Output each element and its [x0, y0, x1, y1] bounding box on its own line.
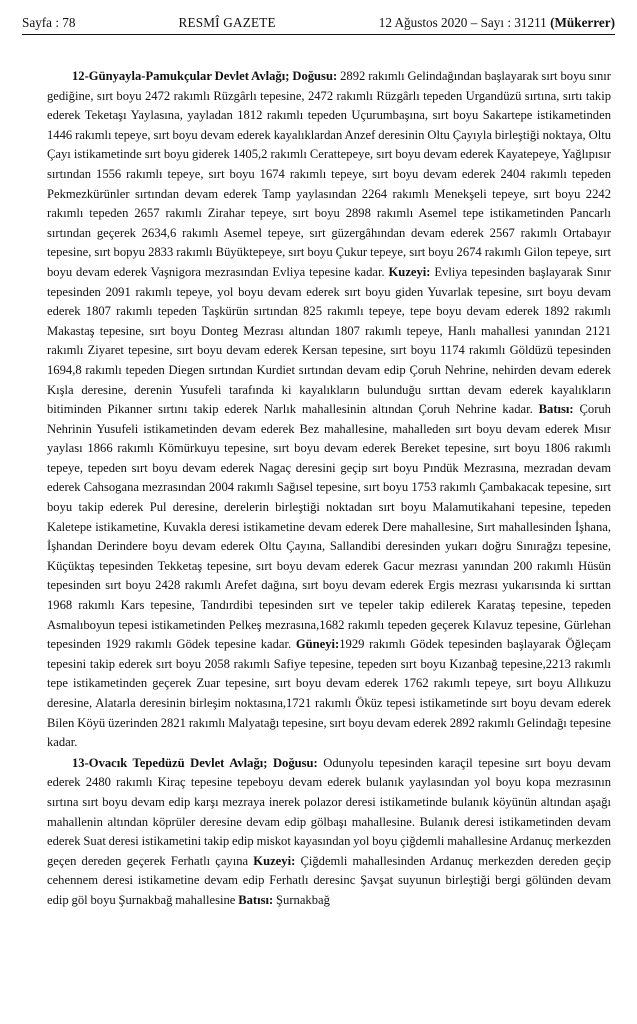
section-13-east-text: Odunyolu tepesinden karaçil tepesine sırt boyu devam ederek 2480 rakımlı Kiraç tepesine tepeboyu devam ederek bulanık yaylasından yol boyu kopa mezrasının sırtına sırt boyu devam edip karşı mezraya inerek polazor deresi istikametinde bulanık köyünün altından aşağı mahallenin altından köprüler deresine devam edip gölbaşı mahallesine. Bulanık deresi istikametinden devam ederek Suat deresi istikametini takip edip miskot kayasından yol boyu çiğdemli mahallesine Ardanuç merkezden geçen dereden geçerek Ferhatlı çayına: [47, 755, 611, 868]
section-12-west-text: Çoruh Nehrinin Yusufeli istikametinden devam ederek Bez mahallesine, mahalleden sırt boyu devam ederek Mısır yaylası 1866 rakımlı Kömürkuyu tepesine, sırt boyu devam ederek Bereket tepesine, sırt boyu 1806 rakımlı tepeye, tepeden sırt boyu devam ederek Nagaç deresini geçip sırt boyu Pındük Mezrasına, mezradan devam ederek Cahsogana mezrasından 2004 rakımlı Sağısel tepesine, sırt boyu 1753 rakımlı Çambakacak tepesine, sırt boyu takip ederek Pul deresine, derelerin birleştiği noktadan sırt boyu Malamutikahani tepesine, tepeden Kaletepe istikametine, Kuvakla deresi istikametine devam ederek Dere mahallesine, Sırt mahallesinden İşhana, İşhandan Derindere boyu devam ederek Oltu Çayına, Sallandibi deresinden yukarı doğru Sınırağzı tepesine, Küçüktaş tepesinden Tekketaş tepesine, sırt boyu devam ederek Gacur mezrası yanından 200 rakımlı Hüsün tepesinden sırt boyu 2428 rakımlı Arefet dağına, sırt boyu devam ederek Ergis mezrası yukarısında ki sırttan 1968 rakımlı Kars tepesine, Tandırdibi tepesinden sırt ve tepeler takip edilerek Karataş tepesine, tepeden Asmalıboyun tepesi istikametinden Pelkeş mezrasına,1682 rakımlı tepeden geçerek Kılavuz tepesine, Gürlehan tepesinden 1929 rakımlı Gödek tepesine kadar.: [47, 402, 611, 652]
section-12-north-text: Evliya tepesinden başlayarak Sınır tepesinden 2091 rakımlı tepeye, yol boyu devam ederek sırt boyu giden Yuvarlak tepesine, sırt boyu devam ederek 1807 rakımlı tepeden Taşkürün sırtından 825 rakımlı tepeye, tepe boyu devam ederek 1892 rakımlı Makastaş tepesine, sırt boyu Donteg Mezrası altından 1807 rakımlı tepeye, Hanlı mahallesi yanından 2121 rakımlı Ziyaret tepesine, sırt boyu devam ederek Kersan tepesine, sırt boyu 1174 rakımlı Göldüzü tepesinden 1694,8 rakımlı tepeden Diegen sırtından Kurdiet sırtından devam edip Çoruh Nehrine, nehirden devam ederek Kışla deresine, derenin Yusufeli tarafında ki kayalıkların bulunduğu sırttan devam ederek kayalıkların bitiminden Pikanner sırtını takip ederek Narlık mahallesinin altından Çoruh Nehrine kadar.: [47, 264, 611, 417]
section-13-west-text: Şurnakbağ: [273, 892, 330, 907]
page-number: Sayfa : 78: [22, 15, 76, 30]
issue-supplement: (Mükerrer): [550, 15, 615, 30]
page-body: [22, 67, 615, 911]
section-13-north-text: Çiğdemli mahallesinden Ardanuç merkezden dereden geçip cehennem deresi istikametine devam edip Ferhatlı deresinc Şavşat suyunun birleştiği bergi gölünden devam edip göl boyu Şurnakbağ mahallesine: [47, 853, 611, 907]
page-header: [22, 14, 615, 35]
section-13-north-label: Kuzeyi:: [253, 853, 296, 868]
section-13-west-label: Batısı:: [238, 892, 274, 907]
section-12-paragraph: [47, 67, 611, 753]
section-12-north-label: Kuzeyi:: [388, 264, 431, 279]
section-13-paragraph: [47, 754, 611, 911]
section-12-heading: 12-Günyayla-Pamukçular Devlet Avlağı; Doğusu:: [72, 69, 338, 83]
section-13-heading: 13-Ovacık Tepedüzü Devlet Avlağı; Doğusu:: [72, 755, 318, 770]
section-12-east-text: 2892 rakımlı Gelindağından başlayarak sırt boyu sınır gediğine, sırt boyu 2472 rakımlı Rüzgârlı tepesine, 2472 rakımlı Rüzgârlı tepeden Urgandüzü sırtına, sırtı takip ederek Teketaşı Yaylasına, yayladan 1812 rakımlı tepeden Uçurumbaşına, sırt boyu Sakartepe istikametinden 1446 rakımlı tepeye, sırt boyu devam ederek kayalıklardan Anzef deresinin Oltu Çayıyla birleştiği noktaya, Oltu Çayı istikametinde sırt boyu giderek 1405,2 rakımlı Cerattepeye, sırt boyu devam ederek Kayatepeye, Yağlıpısır sırtından 1556 rakımlı tepeye, sırt boyu 1674 rakımlı tepeye, sırt boyu devam ederek 2404 rakımlı tepeden Pekmezkürünler sırtından devam ederek Tamp yaylasından 2264 rakımlı Menekşeli tepeye, sırt boyu 2242 rakımlı tepeden 2657 rakımlı Zirahar tepeye, sırt boyu 2898 rakımlı Asemel tepe istikametinden Pancarlı sırtından geçerek 2634,6 rakımlı Asemel tepeye, sırt güzergâhından devam ederek 2567 rakımlı Ortabayır tepesine, sırt bopyu 2833 rakımlı Büyüktepeye, sırt boyu Çukur tepeye, sırt boyu 2674 rakımlı Gilon tepeye, sırt boyu devam ederek Vaşnigora mezrasından Evliya tepesine kadar.: [47, 69, 611, 279]
section-12-south-label: Güneyi:: [295, 637, 340, 652]
publication-title: RESMÎ GAZETE: [178, 15, 276, 30]
issue-date-number: 12 Ağustos 2020 – Sayı : 31211: [378, 15, 551, 30]
section-12-south-text: 1929 rakımlı Gödek tepesinden başlayarak Öğleçam tepesini takip ederek sırt boyu 2058 rakımlı Safiye tepesine, tepeden sırt boyu Kızanbağ tepesine,2213 rakımlı tepe istikametinden geçerek Zuar tepesine, sırt boyu devam ederek 1762 rakımlı tepeye, sırt boyu Allıkuzu deresine, Alatarla deresinin birleşim noktasına,1721 rakımlı Öküz tepesi istikametinde sırt boyu devam ederek Bilen Köyü üzerinden 2821 rakımlı Malyatağı tepesine, sırt boyu devam ederek 2892 rakımlı Gelindağı tepesine kadar.: [47, 637, 611, 750]
section-12-west-label: Batısı:: [538, 402, 574, 417]
issue-info: [379, 14, 615, 31]
